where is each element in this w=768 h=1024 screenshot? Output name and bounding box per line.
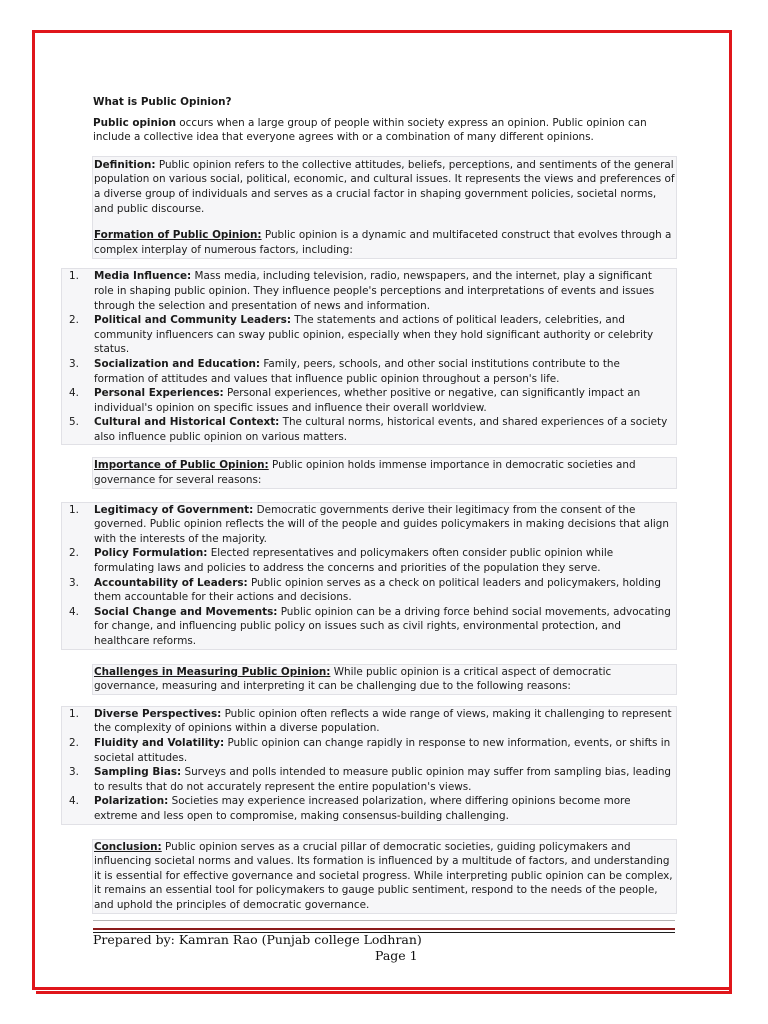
list-number: 4. (69, 605, 79, 618)
list-item (69, 386, 673, 415)
conclusion-block (92, 839, 677, 914)
definition-label: Definition: (94, 158, 156, 171)
list-number: 2. (69, 314, 79, 327)
list-number: 1. (69, 503, 79, 516)
list-item (69, 546, 673, 575)
list-number: 1. (69, 707, 79, 720)
list-item-label: Accountability of Leaders: (94, 576, 248, 589)
definition-formation-block (92, 156, 677, 260)
conclusion-text: Public opinion serves as a crucial pillar of democratic societies, guiding policymakers and influencing societal norms and values. Its formation is influenced by a multitude of factors, and understanding it is essential for effective governance and societal progress. While interpreting public opinion can be complex, it remains an essential tool for policymakers to gauge public sentiment, respond to the needs of the people, and uphold the principles of democratic governance. (94, 840, 673, 911)
list-item-text: Public opinion serves as a check on political leaders and policymakers, holding them accountable for their actions and decisions. (94, 576, 661, 604)
list-item-label: Policy Formulation: (94, 547, 208, 560)
definition-paragraph (94, 158, 675, 216)
footer-rule-red (93, 928, 675, 930)
list-item-text: Democratic governments derive their legitimacy from the consent of the governed. Public opinion reflects the will of the people and guides policymakers in making decisions that align with the interests of the majority. (94, 503, 669, 545)
challenges-label: Challenges in Measuring Public Opinion: (94, 665, 331, 678)
list-item (69, 605, 673, 649)
list-item-label: Legitimacy of Government: (94, 503, 254, 516)
list-item (69, 357, 673, 386)
document-body (69, 95, 677, 914)
list-item (69, 415, 673, 444)
footer-prepared-by: Prepared by: Kamran Rao (Punjab college Lodhran) (93, 932, 422, 947)
footer-page-number: Page 1 (375, 948, 418, 963)
list-item-label: Cultural and Historical Context: (94, 416, 280, 429)
list-number: 3. (69, 766, 79, 779)
intro-paragraph (93, 116, 677, 145)
list-item (69, 313, 673, 357)
definition-text: Public opinion refers to the collective attitudes, beliefs, perceptions, and sentiments of the general population on various social, political, economic, and cultural issues. It represents the views and preferences of a diverse group of individuals and serves as a crucial factor in shaping government policies, societal norms, and public discourse. (94, 158, 675, 215)
list-item-label: Political and Community Leaders: (94, 314, 291, 327)
challenges-paragraph (94, 665, 675, 694)
list-item-text: Public opinion can be a driving force behind social movements, advocating for change, and influencing public policy on issues such as civil rights, environmental protection, and healthcare reforms. (94, 605, 671, 647)
list-number: 2. (69, 547, 79, 560)
list-item (69, 269, 673, 313)
list-number: 4. (69, 387, 79, 400)
list-number: 5. (69, 416, 79, 429)
challenges-list (61, 706, 677, 825)
formation-text: Public opinion is a dynamic and multifaceted construct that evolves through a complex interplay of numerous factors, including: (94, 229, 672, 256)
list-number: 2. (69, 736, 79, 749)
intro-text: occurs when a large group of people within society express an opinion. Public opinion can include a collective idea that everyone agrees with or a combination of many different opinions. (93, 116, 647, 144)
list-number: 1. (69, 270, 79, 283)
list-item (69, 794, 673, 823)
list-item-text: The statements and actions of political leaders, celebrities, and community influencers can sway public opinion, especially when they hold significant authority or celebrity status. (94, 314, 654, 356)
list-number: 4. (69, 795, 79, 808)
list-item (69, 707, 673, 736)
intro-term: Public opinion (93, 116, 176, 129)
formation-label: Formation of Public Opinion: (94, 229, 262, 242)
list-item-text: Personal experiences, whether positive or negative, can significantly impact an individual's opinion on specific issues and influence their overall worldview. (94, 387, 641, 414)
list-item-label: Sampling Bias: (94, 766, 182, 779)
list-item-label: Socialization and Education: (94, 357, 261, 370)
list-item (69, 576, 673, 605)
list-item-label: Fluidity and Volatility: (94, 736, 225, 749)
list-item-text: Public opinion often reflects a wide range of views, making it challenging to represent the complexity of opinions within a diverse population. (94, 707, 672, 735)
list-item-label: Polarization: (94, 795, 169, 808)
list-item (69, 765, 673, 794)
list-item-text: Public opinion can change rapidly in response to new information, events, or shifts in societal attitudes. (94, 736, 671, 764)
list-item (69, 503, 673, 547)
footer-rule-light (93, 920, 675, 921)
importance-paragraph (94, 458, 675, 487)
list-number: 3. (69, 576, 79, 589)
challenges-text: While public opinion is a critical aspect of democratic governance, measuring and interpreting it can be challenging due to the following reasons: (94, 665, 612, 693)
formation-paragraph (94, 228, 675, 257)
list-item-label: Media Influence: (94, 270, 192, 283)
conclusion-paragraph (94, 840, 675, 913)
challenges-block (92, 664, 677, 695)
importance-block (92, 457, 677, 488)
importance-text: Public opinion holds immense importance in democratic societies and governance for several reasons: (94, 459, 636, 487)
list-item (69, 736, 673, 765)
list-item-text: Societies may experience increased polarization, where differing opinions become more extreme and less open to compromise, making consensus-building challenging. (94, 795, 631, 822)
importance-list (61, 502, 677, 650)
formation-list (61, 268, 677, 445)
list-item-label: Diverse Perspectives: (94, 707, 222, 720)
list-item-label: Social Change and Movements: (94, 605, 278, 618)
list-item-text: The cultural norms, historical events, and shared experiences of a society also influence public opinion on various matters. (94, 416, 668, 443)
conclusion-label: Conclusion: (94, 840, 162, 853)
list-item-text: Family, peers, schools, and other social institutions contribute to the formation of attitudes and values that influence public opinion throughout a person's life. (94, 357, 620, 385)
importance-label: Importance of Public Opinion: (94, 459, 269, 472)
list-item-text: Surveys and polls intended to measure public opinion may suffer from sampling bias, leading to results that do not accurately represent the entire population's views. (94, 766, 672, 793)
document-title: What is Public Opinion? (93, 96, 232, 108)
list-item-text: Elected representatives and policymakers often consider public opinion while formulating laws and policies to address the concerns and priorities of the population they serve. (94, 547, 614, 575)
list-number: 3. (69, 357, 79, 370)
list-item-text: Mass media, including television, radio, newspapers, and the internet, play a significant role in shaping public opinion. They influence people's perceptions and interpretations of events and issues through the selection and presentation of news and information. (94, 270, 655, 312)
list-item-label: Personal Experiences: (94, 387, 224, 400)
